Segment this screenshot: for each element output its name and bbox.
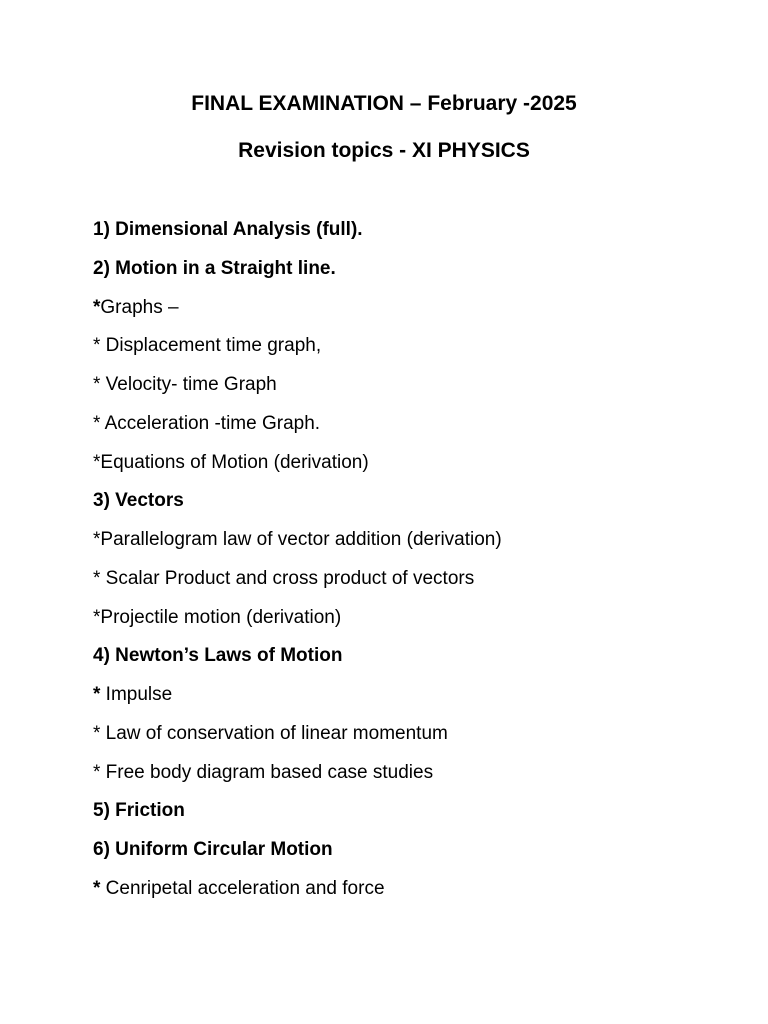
topic-bullet: [93, 332, 753, 371]
topic-bullet: [93, 294, 753, 333]
topic-bullet: [93, 449, 753, 488]
topic-text: Cenripetal acceleration and force: [100, 877, 385, 899]
topic-text: 4) Newton’s Laws of Motion: [93, 645, 343, 667]
topic-text: Graphs –: [100, 296, 179, 318]
topic-heading: [93, 836, 753, 875]
topic-bullet: [93, 720, 753, 759]
document-subtitle: Revision topics - XI PHYSICS: [238, 139, 530, 162]
topic-bullet: [93, 410, 753, 449]
bullet-marker: *: [93, 684, 101, 705]
topic-heading: [93, 642, 753, 681]
bullet-marker: *: [93, 296, 101, 318]
topic-text: 3) Vectors: [93, 490, 184, 512]
topic-text: 5) Friction: [93, 800, 185, 822]
topic-bullet: [93, 526, 753, 565]
topic-bullet: [93, 604, 753, 643]
document-title: FINAL EXAMINATION – February -2025: [191, 92, 577, 115]
topic-heading: [93, 255, 753, 294]
bullet-marker: *: [93, 877, 101, 899]
topic-text: 6) Uniform Circular Motion: [93, 839, 333, 860]
topic-bullet: [93, 371, 753, 410]
topic-text: * Velocity- time Graph: [93, 374, 277, 395]
topic-text: Impulse: [100, 684, 173, 705]
topic-bullet: [93, 759, 753, 798]
topic-text: *Parallelogram law of vector addition (derivation): [93, 529, 502, 550]
topic-text: 2) Motion in a Straight line.: [93, 257, 336, 279]
topic-list: [93, 216, 753, 914]
topic-heading: [93, 487, 753, 526]
topic-text: * Free body diagram based case studies: [93, 761, 434, 783]
topic-bullet: [93, 681, 753, 720]
topic-text: 1) Dimensional Analysis (full).: [93, 219, 363, 240]
topic-text: * Acceleration -time Graph.: [93, 412, 321, 434]
topic-heading: [93, 797, 753, 836]
topic-bullet: [93, 875, 753, 914]
topic-text: *Projectile motion (derivation): [93, 606, 342, 628]
topic-heading: [93, 216, 753, 255]
topic-text: * Law of conservation of linear momentum: [93, 722, 448, 744]
topic-text: *Equations of Motion (derivation): [93, 451, 369, 473]
topic-text: * Scalar Product and cross product of vectors: [93, 567, 475, 589]
topic-bullet: [93, 565, 753, 604]
topic-text: * Displacement time graph,: [93, 335, 322, 357]
